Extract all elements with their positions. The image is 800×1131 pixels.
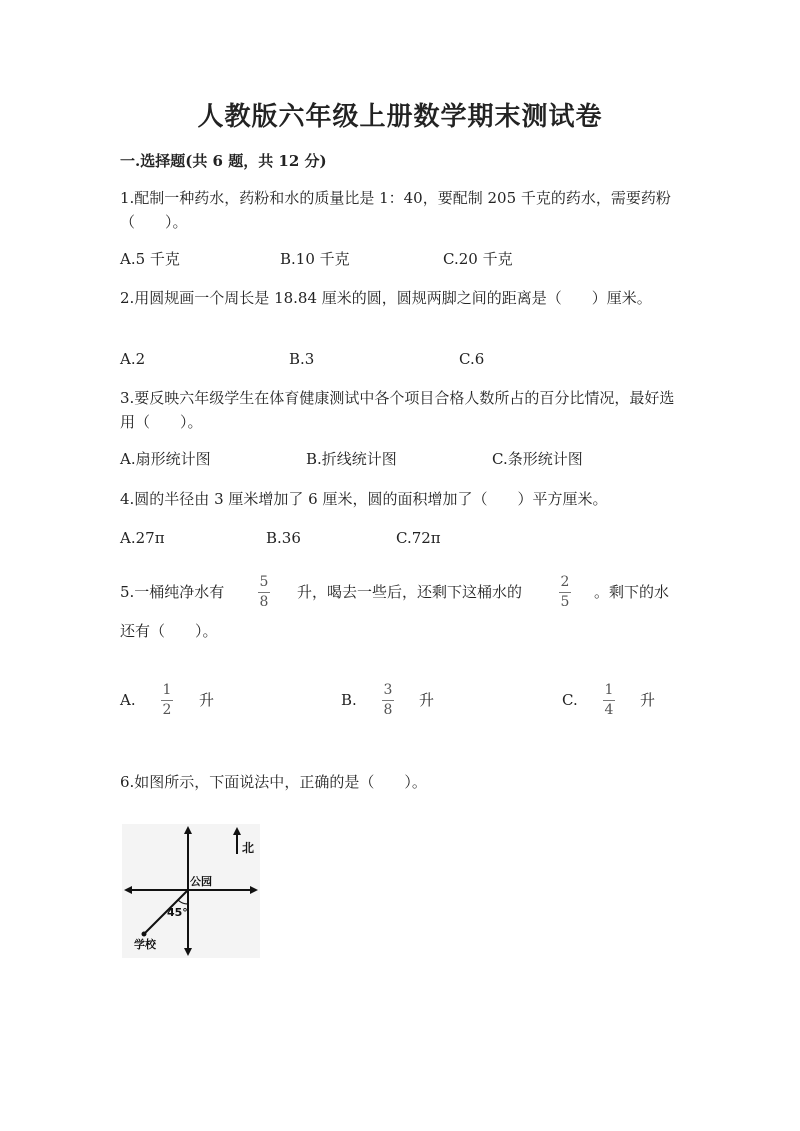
- angle-label: 45°: [167, 906, 188, 919]
- q5-option-b-unit: 升: [419, 691, 435, 709]
- fraction-denominator: 8: [259, 594, 269, 610]
- q5-text-part3: 。剩下的水: [594, 583, 670, 601]
- fraction-denominator: 2: [162, 702, 172, 718]
- fraction-bar: [382, 700, 394, 701]
- q4-option-c[interactable]: C.72π: [396, 529, 441, 547]
- fraction-numerator: 2: [560, 574, 570, 590]
- fraction-bar: [258, 592, 270, 593]
- q5-text-line2: 还有（ ）。: [120, 622, 218, 640]
- fraction-numerator: 1: [162, 682, 172, 698]
- question-4-text: 4.圆的半径由 3 厘米增加了 6 厘米，圆的面积增加了（ ）平方厘米。: [120, 490, 608, 508]
- page-title: 人教版六年级上册数学期末测试卷: [197, 102, 603, 132]
- direction-figure: [122, 824, 260, 958]
- q5-option-c-label[interactable]: C.: [562, 691, 578, 709]
- q4-option-a[interactable]: A.27π: [120, 529, 165, 547]
- school-point: [142, 932, 147, 937]
- q5-fraction-2: [557, 574, 573, 611]
- park-label: 公园: [190, 875, 212, 888]
- q1-option-a[interactable]: A.5 千克: [120, 250, 180, 268]
- q2-option-a[interactable]: A.2: [120, 350, 146, 368]
- fraction-bar: [161, 700, 173, 701]
- school-label: 学校: [134, 938, 156, 951]
- fraction-denominator: 4: [604, 702, 614, 718]
- q5-option-a-unit: 升: [199, 691, 215, 709]
- question-3-text: 3.要反映六年级学生在体育健康测试中各个项目合格人数所占的百分比情况，最好选用（ ）。: [120, 389, 675, 431]
- q5-option-b-fraction[interactable]: [380, 682, 396, 719]
- q3-option-b[interactable]: B.折线统计图: [306, 450, 397, 468]
- q1-option-b[interactable]: B.10 千克: [280, 250, 350, 268]
- q5-fraction-1: [256, 574, 272, 611]
- q5-option-c-fraction[interactable]: [601, 682, 617, 719]
- question-1-text: 1.配制一种药水，药粉和水的质量比是 1：40，要配制 205 千克的药水，需要药粉（ ）。: [120, 189, 671, 231]
- fraction-numerator: 5: [259, 574, 269, 590]
- q5-text-part2: 升，喝去一些后，还剩下这桶水的: [297, 583, 523, 601]
- q1-option-c[interactable]: C.20 千克: [443, 250, 513, 268]
- fraction-denominator: 8: [383, 702, 393, 718]
- direction-diagram: [122, 824, 260, 958]
- q5-option-a-label[interactable]: A.: [120, 691, 136, 709]
- question-2-text: 2.用圆规画一个周长是 18.84 厘米的圆，圆规两脚之间的距离是（ ）厘米。: [120, 289, 652, 307]
- q3-option-a[interactable]: A.扇形统计图: [120, 450, 211, 468]
- fraction-numerator: 3: [383, 682, 393, 698]
- north-label: 北: [242, 841, 255, 855]
- q5-option-b-label[interactable]: B.: [341, 691, 357, 709]
- fraction-bar: [603, 700, 615, 701]
- q4-option-b[interactable]: B.36: [266, 529, 301, 547]
- q5-option-a-fraction[interactable]: [159, 682, 175, 719]
- fraction-bar: [559, 592, 571, 593]
- fraction-numerator: 1: [604, 682, 614, 698]
- section-heading: 一.选择题(共 6 题，共 12 分): [120, 152, 327, 170]
- q5-option-c-unit: 升: [640, 691, 656, 709]
- q2-option-b[interactable]: B.3: [289, 350, 315, 368]
- q3-option-c[interactable]: C.条形统计图: [492, 450, 583, 468]
- q2-option-c[interactable]: C.6: [459, 350, 485, 368]
- q5-text-part1: 5.一桶纯净水有: [120, 583, 225, 601]
- fraction-denominator: 5: [560, 594, 570, 610]
- question-6-text: 6.如图所示，下面说法中，正确的是（ ）。: [120, 773, 427, 791]
